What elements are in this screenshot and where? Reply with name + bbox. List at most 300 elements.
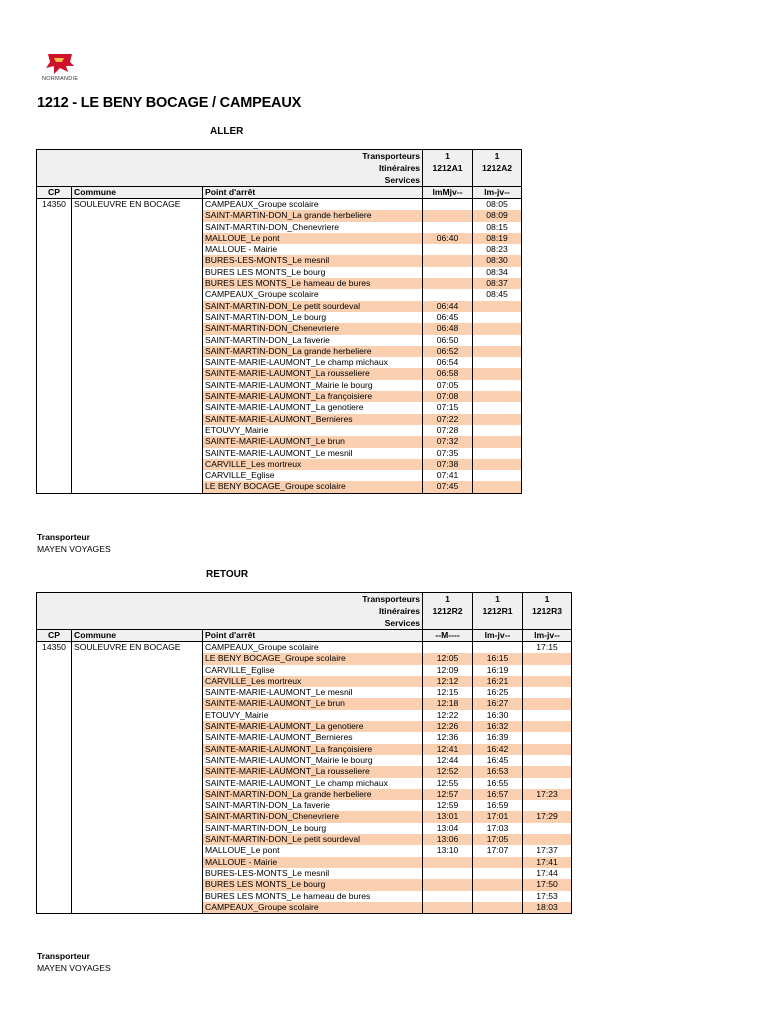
time-cell [473, 301, 522, 312]
time-cell: 16:39 [473, 732, 523, 743]
time-cell: 12:36 [423, 732, 473, 743]
time-cell [523, 800, 572, 811]
stop-name-cell: SAINTE-MARIE-LAUMONT_La rousseliere [203, 766, 423, 777]
stop-name-cell: SAINT-MARTIN-DON_Le petit sourdeval [203, 301, 423, 312]
time-cell: 07:41 [423, 470, 473, 481]
time-cell: 07:32 [423, 436, 473, 447]
time-cell: 06:45 [423, 312, 473, 323]
commune-cell [72, 278, 203, 289]
time-cell [473, 357, 522, 368]
time-cell [523, 778, 572, 789]
time-cell [473, 891, 523, 902]
cp-cell [37, 879, 72, 890]
header-row-transporteur [37, 593, 572, 606]
commune-cell [72, 289, 203, 300]
time-cell: 16:25 [473, 687, 523, 698]
table-row [37, 436, 522, 447]
cp-cell [37, 687, 72, 698]
commune-cell [72, 357, 203, 368]
column-header-cp: CP [37, 630, 72, 642]
time-cell: 08:05 [473, 199, 522, 211]
retour-operator-value: MAYEN VOYAGES [37, 963, 111, 973]
table-row [37, 823, 572, 834]
stop-name-cell: CAMPEAUX_Groupe scolaire [203, 902, 423, 914]
time-cell: 18:03 [523, 902, 572, 914]
time-cell: 07:28 [423, 425, 473, 436]
time-cell [473, 481, 522, 493]
cp-cell [37, 301, 72, 312]
commune-cell [72, 721, 203, 732]
time-cell [523, 755, 572, 766]
commune-cell [72, 425, 203, 436]
time-cell: 12:22 [423, 710, 473, 721]
table-row [37, 653, 572, 664]
table-row [37, 448, 522, 459]
time-cell [423, 642, 473, 654]
stop-name-cell: MALLOUE_Le pont [203, 233, 423, 244]
time-cell: 08:19 [473, 233, 522, 244]
time-cell: 16:59 [473, 800, 523, 811]
table-row [37, 857, 572, 868]
aller-operator-value: MAYEN VOYAGES [37, 544, 111, 554]
time-cell [473, 642, 523, 654]
cp-cell [37, 902, 72, 914]
normandie-logo [42, 52, 82, 84]
stop-name-cell: SAINTE-MARIE-LAUMONT_Le mesnil [203, 687, 423, 698]
cp-cell [37, 255, 72, 266]
header-blank-cell [523, 617, 572, 630]
stop-name-cell: BURES LES MONTS_Le bourg [203, 879, 423, 890]
commune-cell [72, 698, 203, 709]
time-cell [523, 653, 572, 664]
commune-cell [72, 436, 203, 447]
commune-cell [72, 732, 203, 743]
time-cell: 12:52 [423, 766, 473, 777]
cp-cell [37, 222, 72, 233]
table-row [37, 902, 572, 914]
header-row-transporteur [37, 150, 522, 163]
time-cell [473, 312, 522, 323]
stop-name-cell: SAINTE-MARIE-LAUMONT_Le mesnil [203, 448, 423, 459]
cp-cell [37, 425, 72, 436]
time-cell: 13:01 [423, 811, 473, 822]
cp-cell [37, 459, 72, 470]
table-row [37, 323, 522, 334]
time-cell: 12:26 [423, 721, 473, 732]
table-row [37, 222, 522, 233]
cp-cell [37, 335, 72, 346]
cp-cell: 14350 [37, 642, 72, 654]
commune-cell: SOULEUVRE EN BOCAGE [72, 642, 203, 654]
retour-operator-label: Transporteur [37, 951, 91, 961]
column-header-row [37, 187, 522, 199]
time-cell: 17:50 [523, 879, 572, 890]
time-cell [473, 459, 522, 470]
commune-cell [72, 744, 203, 755]
header-label-itineraire: Itinéraires [37, 605, 423, 617]
commune-cell: SOULEUVRE EN BOCAGE [72, 199, 203, 211]
cp-cell [37, 267, 72, 278]
stop-name-cell: SAINT-MARTIN-DON_Le bourg [203, 312, 423, 323]
commune-cell [72, 710, 203, 721]
commune-cell [72, 891, 203, 902]
time-cell [523, 834, 572, 845]
time-cell [523, 698, 572, 709]
cp-cell [37, 778, 72, 789]
header-blank-cell [473, 174, 522, 187]
cp-cell [37, 244, 72, 255]
table-row [37, 665, 572, 676]
header-transporteur-cell: 1 [473, 150, 522, 163]
stop-name-cell: SAINT-MARTIN-DON_Le bourg [203, 823, 423, 834]
cp-cell [37, 732, 72, 743]
time-cell: 08:23 [473, 244, 522, 255]
time-cell [523, 721, 572, 732]
time-cell: 17:07 [473, 845, 523, 856]
commune-cell [72, 301, 203, 312]
commune-cell [72, 811, 203, 822]
time-cell: 16:19 [473, 665, 523, 676]
commune-cell [72, 233, 203, 244]
commune-cell [72, 312, 203, 323]
stop-name-cell: MALLOUE - Mairie [203, 857, 423, 868]
column-header-row [37, 630, 572, 642]
time-cell [423, 868, 473, 879]
time-cell: 12:05 [423, 653, 473, 664]
time-cell: 17:41 [523, 857, 572, 868]
stop-name-cell: SAINT-MARTIN-DON_La grande herbeliere [203, 346, 423, 357]
stop-name-cell: SAINT-MARTIN-DON_Chenevriere [203, 222, 423, 233]
stop-name-cell: SAINTE-MARIE-LAUMONT_La genotiere [203, 402, 423, 413]
stop-name-cell: SAINTE-MARIE-LAUMONT_La genotiere [203, 721, 423, 732]
stop-name-cell: SAINT-MARTIN-DON_Le petit sourdeval [203, 834, 423, 845]
time-cell [473, 346, 522, 357]
cp-cell [37, 766, 72, 777]
table-row [37, 391, 522, 402]
stop-name-cell: SAINTE-MARIE-LAUMONT_Le brun [203, 698, 423, 709]
time-cell [473, 425, 522, 436]
stop-name-cell: SAINTE-MARIE-LAUMONT_Mairie le bourg [203, 380, 423, 391]
header-itineraire-cell: 1212R1 [473, 605, 523, 617]
table-row [37, 210, 522, 221]
time-cell: 08:15 [473, 222, 522, 233]
table-row [37, 278, 522, 289]
header-transporteur-cell: 1 [523, 593, 572, 606]
commune-cell [72, 665, 203, 676]
logo-label: NORMANDIE [42, 76, 79, 82]
stop-name-cell: BURES-LES-MONTS_Le mesnil [203, 255, 423, 266]
commune-cell [72, 402, 203, 413]
cp-cell [37, 789, 72, 800]
table-row [37, 335, 522, 346]
time-cell [473, 868, 523, 879]
time-cell: 06:48 [423, 323, 473, 334]
header-itineraire-cell: 1212A2 [473, 162, 522, 174]
commune-cell [72, 845, 203, 856]
time-cell: 06:58 [423, 368, 473, 379]
table-row [37, 755, 572, 766]
time-cell: 06:52 [423, 346, 473, 357]
commune-cell [72, 380, 203, 391]
cp-cell [37, 323, 72, 334]
stop-name-cell: LE BENY BOCAGE_Groupe scolaire [203, 481, 423, 493]
commune-cell [72, 857, 203, 868]
time-cell: 16:27 [473, 698, 523, 709]
time-cell [423, 267, 473, 278]
cp-cell [37, 710, 72, 721]
time-cell: 06:44 [423, 301, 473, 312]
table-row [37, 312, 522, 323]
table-row [37, 459, 522, 470]
cp-cell [37, 436, 72, 447]
stop-name-cell: CARVILLE_Les mortreux [203, 676, 423, 687]
time-cell [423, 278, 473, 289]
header-itineraire-cell: 1212A1 [423, 162, 473, 174]
time-cell: 16:55 [473, 778, 523, 789]
time-cell: 12:09 [423, 665, 473, 676]
time-cell: 08:34 [473, 267, 522, 278]
commune-cell [72, 244, 203, 255]
time-cell [473, 391, 522, 402]
time-cell: 07:35 [423, 448, 473, 459]
cp-cell [37, 278, 72, 289]
time-cell: 17:37 [523, 845, 572, 856]
cp-cell [37, 312, 72, 323]
commune-cell [72, 879, 203, 890]
header-itineraire-cell: 1212R3 [523, 605, 572, 617]
time-cell [473, 402, 522, 413]
time-cell: 08:45 [473, 289, 522, 300]
commune-cell [72, 800, 203, 811]
table-row [37, 800, 572, 811]
time-cell: 16:32 [473, 721, 523, 732]
table-row [37, 710, 572, 721]
time-cell [423, 289, 473, 300]
cp-cell [37, 470, 72, 481]
time-cell: 16:30 [473, 710, 523, 721]
commune-cell [72, 834, 203, 845]
commune-cell [72, 902, 203, 914]
stop-name-cell: SAINTE-MARIE-LAUMONT_Bernieres [203, 414, 423, 425]
cp-cell [37, 414, 72, 425]
time-cell: 17:44 [523, 868, 572, 879]
stop-name-cell: SAINT-MARTIN-DON_La grande herbeliere [203, 210, 423, 221]
commune-cell [72, 755, 203, 766]
column-header-service: lmMjv-- [423, 187, 473, 199]
cp-cell [37, 823, 72, 834]
header-blank-cell [423, 617, 473, 630]
header-blank-cell [473, 617, 523, 630]
header-itineraire-cell: 1212R2 [423, 605, 473, 617]
commune-cell [72, 346, 203, 357]
time-cell [423, 244, 473, 255]
time-cell [423, 879, 473, 890]
stop-name-cell: SAINTE-MARIE-LAUMONT_Bernieres [203, 732, 423, 743]
time-cell: 17:23 [523, 789, 572, 800]
table-row [37, 481, 522, 493]
time-cell: 17:03 [473, 823, 523, 834]
stop-name-cell: BURES-LES-MONTS_Le mesnil [203, 868, 423, 879]
header-label-itineraire: Itinéraires [37, 162, 423, 174]
retour-timetable [36, 592, 572, 914]
commune-cell [72, 448, 203, 459]
time-cell: 12:55 [423, 778, 473, 789]
header-transporteur-cell: 1 [473, 593, 523, 606]
time-cell: 12:15 [423, 687, 473, 698]
column-header-service: lm-jv-- [473, 187, 522, 199]
stop-name-cell: MALLOUE - Mairie [203, 244, 423, 255]
aller-operator-label: Transporteur [37, 532, 91, 542]
time-cell [473, 879, 523, 890]
time-cell: 12:59 [423, 800, 473, 811]
column-header-cp: CP [37, 187, 72, 199]
route-title: 1212 - LE BENY BOCAGE / CAMPEAUX [37, 95, 302, 111]
stop-name-cell: SAINTE-MARIE-LAUMONT_Mairie le bourg [203, 755, 423, 766]
table-row [37, 834, 572, 845]
time-cell [423, 255, 473, 266]
time-cell [423, 199, 473, 211]
table-row [37, 879, 572, 890]
time-cell: 17:01 [473, 811, 523, 822]
table-row [37, 301, 522, 312]
stop-name-cell: SAINTE-MARIE-LAUMONT_La rousseliere [203, 368, 423, 379]
time-cell [473, 902, 523, 914]
table-row [37, 721, 572, 732]
table-row [37, 357, 522, 368]
time-cell: 17:15 [523, 642, 572, 654]
stop-name-cell: SAINT-MARTIN-DON_La faverie [203, 800, 423, 811]
header-label-transporteur: Transporteurs [37, 593, 423, 606]
cp-cell [37, 357, 72, 368]
cp-cell [37, 676, 72, 687]
table-row [37, 642, 572, 654]
stop-name-cell: BURES LES MONTS_Le hameau de bures [203, 278, 423, 289]
time-cell [423, 210, 473, 221]
cp-cell [37, 845, 72, 856]
commune-cell [72, 267, 203, 278]
time-cell: 16:45 [473, 755, 523, 766]
cp-cell [37, 448, 72, 459]
stop-name-cell: SAINT-MARTIN-DON_Chenevriere [203, 811, 423, 822]
cp-cell [37, 857, 72, 868]
cp-cell [37, 289, 72, 300]
time-cell [423, 891, 473, 902]
time-cell: 06:50 [423, 335, 473, 346]
header-transporteur-cell: 1 [423, 150, 473, 163]
cp-cell [37, 755, 72, 766]
stop-name-cell: SAINTE-MARIE-LAUMONT_Le champ michaux [203, 778, 423, 789]
table-row [37, 732, 572, 743]
table-row [37, 289, 522, 300]
time-cell: 12:41 [423, 744, 473, 755]
time-cell: 07:08 [423, 391, 473, 402]
commune-cell [72, 391, 203, 402]
time-cell [523, 676, 572, 687]
time-cell: 08:37 [473, 278, 522, 289]
time-cell: 06:54 [423, 357, 473, 368]
stop-name-cell: CARVILLE_Eglise [203, 470, 423, 481]
time-cell [523, 710, 572, 721]
stop-name-cell: SAINT-MARTIN-DON_La faverie [203, 335, 423, 346]
table-row [37, 676, 572, 687]
table-row [37, 845, 572, 856]
stop-name-cell: CAMPEAUX_Groupe scolaire [203, 642, 423, 654]
stop-name-cell: SAINTE-MARIE-LAUMONT_Le champ michaux [203, 357, 423, 368]
table-row [37, 698, 572, 709]
time-cell: 08:09 [473, 210, 522, 221]
time-cell [423, 902, 473, 914]
time-cell: 16:53 [473, 766, 523, 777]
table-row [37, 687, 572, 698]
stop-name-cell: CARVILLE_Les mortreux [203, 459, 423, 470]
stop-name-cell: CAMPEAUX_Groupe scolaire [203, 289, 423, 300]
stop-name-cell: CARVILLE_Eglise [203, 665, 423, 676]
commune-cell [72, 414, 203, 425]
time-cell [473, 380, 522, 391]
time-cell [523, 823, 572, 834]
table-row [37, 766, 572, 777]
table-row [37, 744, 572, 755]
time-cell: 13:06 [423, 834, 473, 845]
stop-name-cell: CAMPEAUX_Groupe scolaire [203, 199, 423, 211]
commune-cell [72, 335, 203, 346]
cp-cell [37, 380, 72, 391]
cp-cell [37, 665, 72, 676]
table-row [37, 199, 522, 211]
stop-name-cell: SAINT-MARTIN-DON_La grande herbeliere [203, 789, 423, 800]
header-row-itineraire [37, 162, 522, 174]
stop-name-cell: SAINTE-MARIE-LAUMONT_La françoisiere [203, 391, 423, 402]
table-row [37, 346, 522, 357]
cp-cell [37, 233, 72, 244]
time-cell [523, 744, 572, 755]
column-header-commune: Commune [72, 187, 203, 199]
table-row [37, 233, 522, 244]
time-cell: 07:15 [423, 402, 473, 413]
time-cell: 12:18 [423, 698, 473, 709]
stop-name-cell: BURES LES MONTS_Le bourg [203, 267, 423, 278]
table-row [37, 244, 522, 255]
time-cell: 16:57 [473, 789, 523, 800]
cp-cell [37, 721, 72, 732]
table-row [37, 368, 522, 379]
cp-cell [37, 811, 72, 822]
time-cell [473, 335, 522, 346]
header-label-service: Services [37, 617, 423, 630]
column-header-commune: Commune [72, 630, 203, 642]
time-cell: 08:30 [473, 255, 522, 266]
header-row-service [37, 174, 522, 187]
time-cell: 07:45 [423, 481, 473, 493]
header-label-transporteur: Transporteurs [37, 150, 423, 163]
cp-cell [37, 744, 72, 755]
table-row [37, 255, 522, 266]
commune-cell [72, 823, 203, 834]
stop-name-cell: BURES LES MONTS_Le hameau de bures [203, 891, 423, 902]
table-row [37, 811, 572, 822]
table-row [37, 414, 522, 425]
stop-name-cell: MALLOUE_Le pont [203, 845, 423, 856]
time-cell [423, 857, 473, 868]
table-row [37, 789, 572, 800]
table-row [37, 891, 572, 902]
time-cell [423, 222, 473, 233]
time-cell: 16:21 [473, 676, 523, 687]
time-cell: 12:57 [423, 789, 473, 800]
stop-name-cell: SAINT-MARTIN-DON_Chenevriere [203, 323, 423, 334]
header-row-service [37, 617, 572, 630]
time-cell: 16:15 [473, 653, 523, 664]
